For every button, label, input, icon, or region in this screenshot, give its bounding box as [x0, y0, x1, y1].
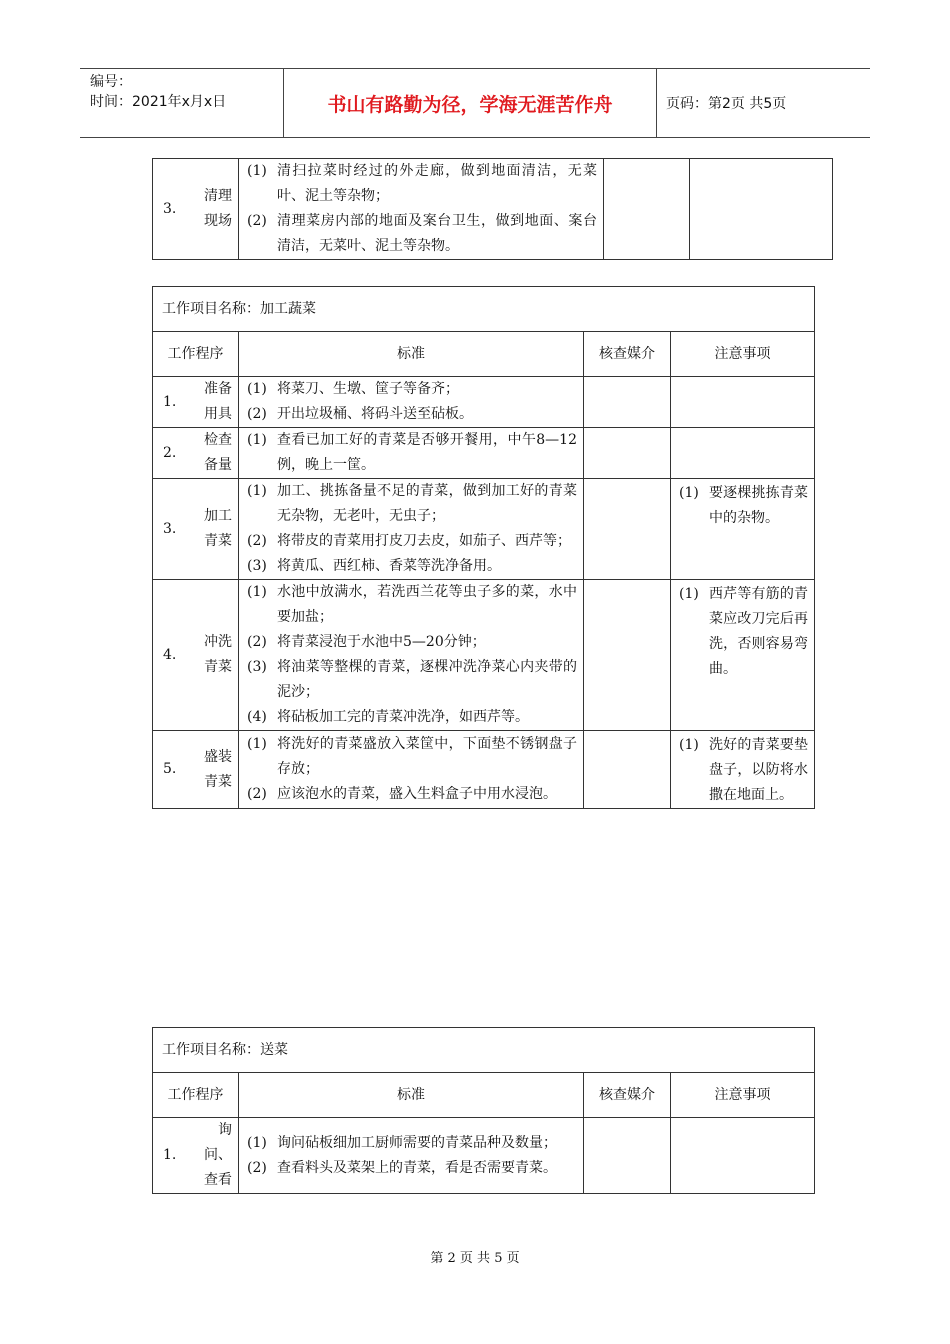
item-number: (3): [247, 659, 267, 675]
header-verification: 核查媒介: [584, 1073, 671, 1118]
standard-item: [247, 630, 577, 655]
notes-cell: [671, 1118, 815, 1194]
table-row: [153, 428, 815, 479]
verification-cell: [584, 1118, 671, 1194]
table-row: [153, 159, 833, 260]
verification-cell: [584, 428, 671, 479]
standard-item: [247, 782, 577, 807]
standard-item: [247, 732, 577, 782]
standard-item: [247, 159, 597, 209]
item-number: (2): [247, 406, 267, 422]
standard-cell: [239, 731, 584, 809]
item-number: (1): [247, 483, 267, 499]
verification-cell: [584, 377, 671, 428]
item-text: 加工、挑拣备量不足的青菜，做到加工好的青菜无杂物，无老叶，无虫子；: [277, 483, 577, 524]
note-item: [679, 481, 808, 531]
procedure-cell: [153, 580, 239, 731]
item-text: 水池中放满水，若洗西兰花等虫子多的菜，水中要加盐；: [277, 584, 577, 625]
item-text: 将青菜浸泡于水池中5—20分钟；: [277, 634, 486, 650]
standard-item: [247, 209, 597, 259]
continuation-table: [152, 158, 833, 260]
notes-cell: [671, 428, 815, 479]
item-number: (2): [247, 1159, 267, 1176]
standard-cell: [239, 377, 584, 428]
standard-item: [247, 1156, 577, 1181]
note-number: (1): [679, 485, 699, 501]
table-title: 工作项目名称：送菜: [153, 1028, 815, 1073]
item-text: 开出垃圾桶、将码斗送至砧板。: [277, 406, 473, 422]
table-row: [153, 377, 815, 428]
item-number: (1): [247, 736, 267, 752]
item-text: 将洗好的青菜盛放入菜筐中，下面垫不锈钢盘子存放；: [277, 736, 577, 777]
procedure-cell: [153, 159, 239, 260]
header-notes: 注意事项: [671, 1073, 815, 1118]
step-number: 3.: [163, 200, 177, 217]
item-number: (2): [247, 786, 267, 802]
header-standard: 标准: [239, 332, 584, 377]
step-number: 5.: [163, 761, 177, 777]
page-footer: 第 2 页 共 5 页: [430, 1251, 520, 1266]
step-name: 冲洗 青菜: [204, 634, 232, 675]
standard-cell: [239, 1118, 584, 1194]
header-motto: 书山有路勤为径，学海无涯苦作舟: [283, 69, 657, 137]
step-name: 清理 现场: [204, 188, 232, 229]
header-verification: 核查媒介: [584, 332, 671, 377]
note-text: 西芹等有筋的青菜应改刀完后再洗，否则容易弯曲。: [709, 586, 808, 677]
standard-item: [247, 377, 577, 402]
standard-item: [247, 529, 577, 554]
deliver-vegetables-table: [152, 1027, 815, 1194]
standard-item: [247, 428, 577, 478]
header-procedure: 工作程序: [153, 1073, 239, 1118]
table-title: 工作项目名称：加工蔬菜: [153, 287, 815, 332]
standard-item: [247, 705, 577, 730]
standard-item: [247, 554, 577, 579]
notes-cell: [671, 377, 815, 428]
item-text: 查看料头及菜架上的青菜，看是否需要青菜。: [277, 1159, 557, 1176]
note-number: (1): [679, 737, 699, 753]
item-number: (3): [247, 558, 267, 574]
procedure-cell: [153, 1118, 239, 1194]
table-row: [153, 1118, 815, 1194]
item-text: 查看已加工好的青菜是否够开餐用，中午8—12例，晚上一筐。: [277, 432, 577, 473]
standard-item: [247, 580, 577, 630]
standard-cell: [239, 159, 604, 260]
item-number: (2): [247, 634, 267, 650]
item-text: 询问砧板细加工厨师需要的青菜品种及数量；: [277, 1134, 557, 1151]
item-text: 将黄瓜、西红柿、香菜等洗净备用。: [277, 558, 501, 574]
step-number: 3.: [163, 520, 177, 537]
item-text: 清扫拉菜时经过的外走廊，做到地面清洁，无菜叶、泥土等杂物；: [277, 163, 597, 204]
standard-cell: [239, 428, 584, 479]
step-number: 4.: [163, 646, 177, 663]
page-header: [80, 68, 870, 138]
item-number: (1): [247, 163, 267, 179]
item-text: 清理菜房内部的地面及案台卫生，做到地面、案台清洁，无菜叶、泥土等杂物。: [277, 213, 597, 254]
verification-cell: [584, 580, 671, 731]
procedure-cell: [153, 731, 239, 809]
code-label: 编号：: [90, 74, 132, 90]
note-number: (1): [679, 586, 699, 602]
table-row: [153, 479, 815, 580]
item-number: (1): [247, 432, 267, 448]
item-number: (2): [247, 533, 267, 549]
procedure-cell: [153, 479, 239, 580]
item-number: (4): [247, 709, 267, 725]
step-name: 加工 青菜: [204, 508, 232, 549]
notes-cell: [671, 479, 815, 580]
step-number: 2.: [163, 444, 177, 461]
step-name: 询 问、 查看: [204, 1122, 232, 1188]
standard-item: [247, 402, 577, 427]
step-number: 1.: [163, 393, 177, 410]
header-page-label: 页码：第2页 共5页: [666, 96, 787, 112]
item-text: 将砧板加工完的青菜冲洗净，如西芹等。: [277, 709, 529, 725]
process-vegetables-table: [152, 286, 815, 809]
verification-cell: [584, 731, 671, 809]
notes-cell: [671, 731, 815, 809]
notes-cell: [690, 159, 833, 260]
item-text: 将带皮的青菜用打皮刀去皮，如茄子、西芹等；: [277, 533, 571, 549]
item-number: (1): [247, 584, 267, 600]
item-number: (1): [247, 381, 267, 397]
date-label: 时间：2021年x月x日: [90, 94, 227, 110]
header-meta: [80, 69, 283, 137]
item-text: 将菜刀、生墩、筐子等备齐；: [277, 381, 459, 397]
note-item: [679, 582, 808, 682]
notes-cell: [671, 580, 815, 731]
item-text: 将油菜等整棵的青菜，逐棵冲洗净菜心内夹带的泥沙；: [277, 659, 577, 700]
standard-cell: [239, 479, 584, 580]
step-name: 准备 用具: [204, 381, 232, 422]
note-item: [679, 733, 808, 808]
procedure-cell: [153, 428, 239, 479]
note-text: 要逐棵挑拣青菜中的杂物。: [709, 485, 808, 526]
table-row: [153, 731, 815, 809]
table-row: [153, 580, 815, 731]
standard-item: [247, 479, 577, 529]
header-procedure: 工作程序: [153, 332, 239, 377]
step-name: 盛装 青菜: [204, 748, 232, 790]
verification-cell: [584, 479, 671, 580]
item-number: (2): [247, 213, 267, 229]
standard-item: [247, 1131, 577, 1156]
header-notes: 注意事项: [671, 332, 815, 377]
item-text: 应该泡水的青菜，盛入生料盒子中用水浸泡。: [277, 786, 557, 802]
procedure-cell: [153, 377, 239, 428]
verification-cell: [604, 159, 690, 260]
standard-item: [247, 655, 577, 705]
step-number: 1.: [163, 1147, 177, 1163]
standard-cell: [239, 580, 584, 731]
note-text: 洗好的青菜要垫盘子，以防将水撒在地面上。: [709, 737, 808, 803]
header-standard: 标准: [239, 1073, 584, 1118]
item-number: (1): [247, 1134, 267, 1151]
step-name: 检查 备量: [204, 432, 232, 473]
